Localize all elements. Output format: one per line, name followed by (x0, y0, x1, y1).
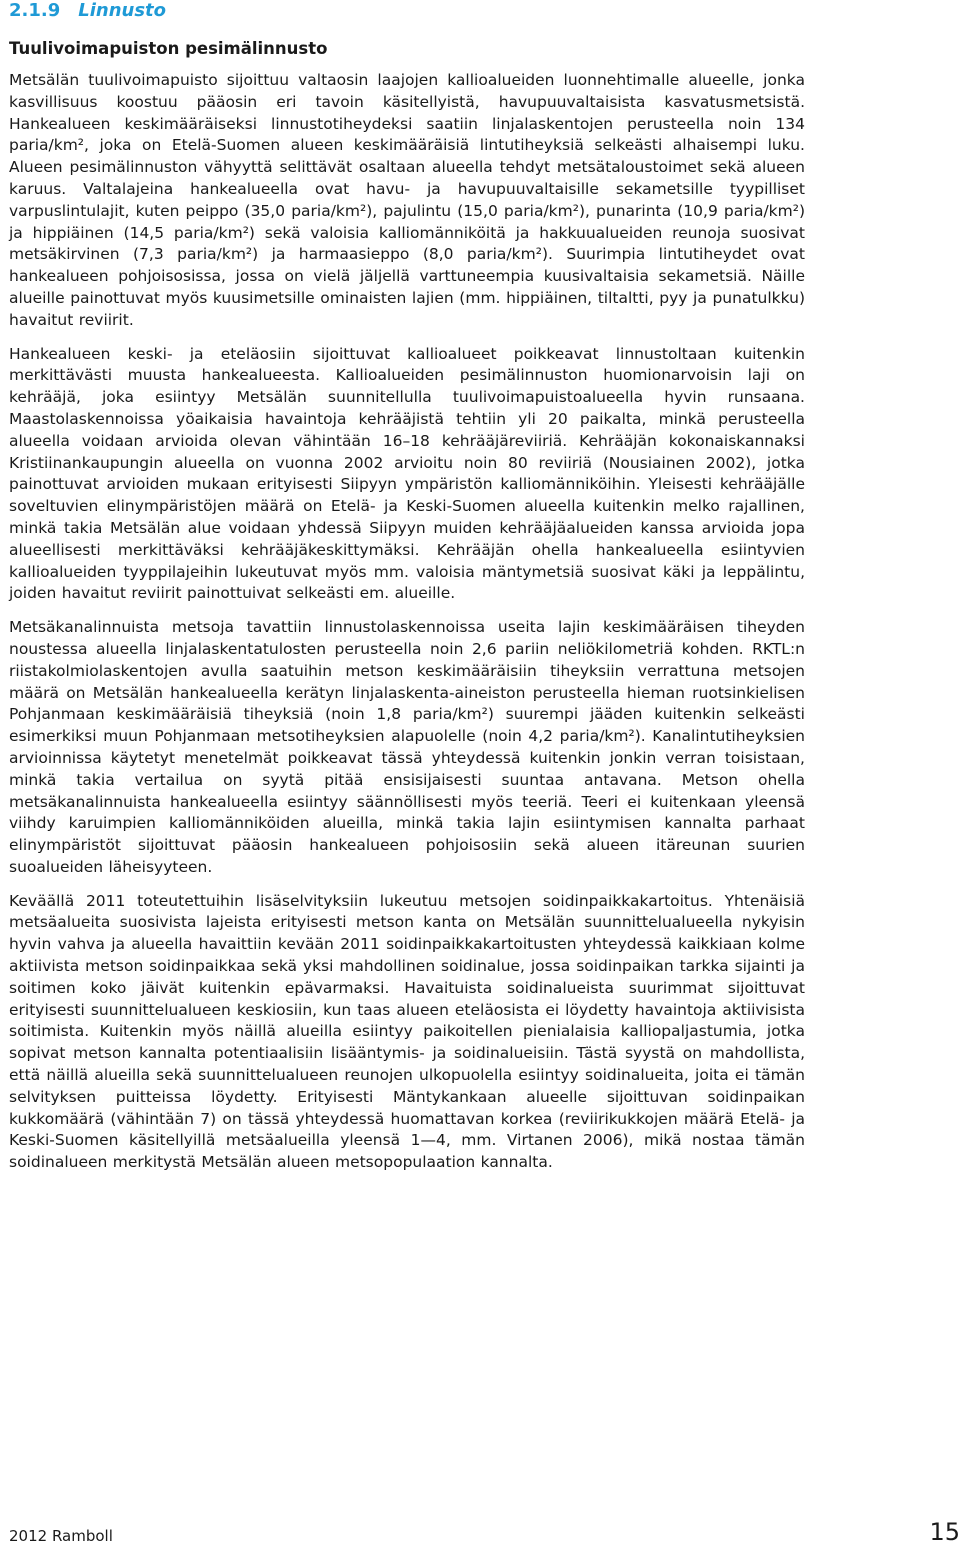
footer-publisher: 2012 Ramboll (9, 1527, 113, 1545)
paragraph-4: Keväällä 2011 toteutettuihin lisäselvityksiin lukeutuu metsojen soidinpaikkakartoitus. Yhtenäisiä metsäalueita suosivista lajeista erityisesti metson kanta on Metsälän suunnittelualueella nykyisin hyvin vahva ja alueella havaittiin kevään 2011 soidinpaikkakartoitusten yhteydessä kaikkiaan kolme aktiivista metson soidinpaikkaa sekä yksi mahdollinen soidinalue, jossa soidinpaikan tarkka sijainti ja soitimen koko jäivät kuitenkin epävarmaksi. Havaituista soidinalueista suurimmat sijoittuvat erityisesti suunnittelualueen keskiosiin, kun taas alueen eteläosista ei löydetty havaintoja aktiivisista soitimista. Kuitenkin myös näillä alueilla esiintyy paikoitellen pienialaisia kalliopaljastumia, jotka sopivat metson kannalta potentiaalisiin lisääntymis- ja soidinalueisiin. Tästä syystä on mahdollista, että näillä alueilla sekä suunnittelualueen reunojen ulkopuolella esiintyy soidinalueita, joita ei tämän selvityksen puitteissa löydetty. Erityisesti Mäntykankaan alueelle sijoittuvan soidinpaikan kukkomäärä (vähintään 7) on tässä yhteydessä huomattavan korkea (reviirikukkojen määrä Etelä- ja Keski-Suomen käsitellyillä metsäalueilla yleensä 1—4, mm. Virtanen 2006), mikä nostaa tämän soidinalueen merkitystä Metsälän alueen metsopopulaation kannalta. (9, 891, 805, 1172)
section-heading (9, 0, 805, 26)
section-number: 2.1.9 (9, 0, 61, 21)
paragraph-2: Hankealueen keski- ja eteläosiin sijoittuvat kallioalueet poikkeavat linnustoltaan kuitenkin merkittävästi muusta hankealueesta. Kallioalueiden pesimälinnuston huomionarvoisin laji on kehrääjä, joka esiintyy Metsälän suunnitellulla tuulivoimapuistoalueella hyvin runsaana. Maastolaskennoissa yöaikaisia havaintoja kehrääjistä tehtiin yli 20 paikalta, minkä perusteella alueella voidaan arvioida olevan vähintään 16–18 kehrääjäreviiriä. Kehrääjän kokonaiskannaksi Kristiinankaupungin alueella on vuonna 2002 arvioitu noin 80 reviiriä (Nousiainen 2002), jotka painottuvat arvioiden mukaan erityisesti Siipyyn ympäristön kalliomänniköihin. Yleisesti kehrääjälle soveltuvien elinympäristöjen määrä on Etelä- ja Keski-Suomen alueella kuitenkin melko rajallinen, minkä takia Metsälän alue voidaan yhdessä Siipyyn muiden kehrääjäalueiden kanssa arvioida jopa alueellisesti merkittäväksi kehrääjäkeskittymäksi. Kehrääjän ohella hankealueella esiintyvien kallioalueiden tyyppilajeihin lukeutuvat myös mm. valoisia mäntymetsiä suosivat käki ja leppälintu, joiden havaitut reviirit painottuivat selkeästi em. alueille. (9, 344, 805, 603)
page-number: 15 (929, 1518, 960, 1546)
document-page (9, 0, 805, 1186)
section-title: Linnusto (78, 0, 167, 21)
paragraph-1: Metsälän tuulivoimapuisto sijoittuu valtaosin laajojen kallioalueiden luonnehtimalle alueelle, jonka kasvillisuus koostuu pääosin eri tavoin käsitellyistä, havupuuvaltaisista kasvatusmetsistä. Hankealueen keskimääräiseksi linnustotiheydeksi saatiin linjalaskentojen perusteella noin 134 paria/km², joka on Etelä-Suomen alueen keskimääräisiä lintutiheyksiä selkeästi alhaisempi luku. Alueen pesimälinnuston vähyyttä selittävät osaltaan alueella tehdyt metsätaloustoimet sekä alueen karuus. Valtalajeina hankealueella ovat havu- ja havupuuvaltaisille sekametsille tyypilliset varpuslintulajit, kuten peippo (35,0 paria/km²), pajulintu (15,0 paria/km²), punarinta (10,9 paria/km²) ja hippiäinen (14,5 paria/km²) sekä valoisia kalliomänniköitä ja hakkuualueiden reunoja suosivat metsäkirvinen (7,3 paria/km²) ja harmaasieppo (8,0 paria/km²). Suurimpia lintutiheydet ovat hankealueen pohjoisosissa, jossa on vielä jäljellä varttuneempia kuusivaltaisia sekametsiä. Näille alueille painottuvat myös kuusimetsille ominaisten lajien (mm. hippiäinen, tiltaltti, pyy ja punatulkku) havaitut reviirit. (9, 71, 805, 329)
paragraph-3: Metsäkanalinnuista metsoja tavattiin linnustolaskennoissa useita lajin keskimääräisen tiheyden noustessa alueella linjalaskentatulosten perusteella noin 2,6 pariin neliökilometriä kohden. RKTL:n riistakolmiolaskentojen avulla saatuihin metson keskimääräisiin tiheyksiin verrattuna metsojen määrä on Metsälän hankealueella kerätyn linjalaskenta-aineiston perusteella hieman ruotsinkielisen Pohjanmaan keskimääräisiä tiheyksiä (noin 1,8 paria/km²) suurempi jääden kuitenkin selkeästi esimerkiksi muun Pohjanmaan metsotiheyksien alapuolelle (noin 4,2 paria/km²). Kanalintutiheyksien arvioinnissa käytetyt menetelmät poikkeavat tässä yhteydessä kuitenkin jonkin verran toisistaan, minkä takia vertailua on syytä pitää ensisijaisesti suuntaa antavana. Metson ohella metsäkanalinnuista hankealueella esiintyy säännöllisesti myös teeriä. Teeri ei kuitenkaan yleensä viihdy karuimpien kalliomänniköiden alueilla, minkä takia lajin esiintymisen kannalta parhaat elinympäristöt sijoittuvat pääosin hankealueen pohjoisosiin sekä alueen itäreunan suurien suoalueiden läheisyyteen. (9, 618, 805, 876)
subheading: Tuulivoimapuiston pesimälinnusto (9, 39, 328, 58)
